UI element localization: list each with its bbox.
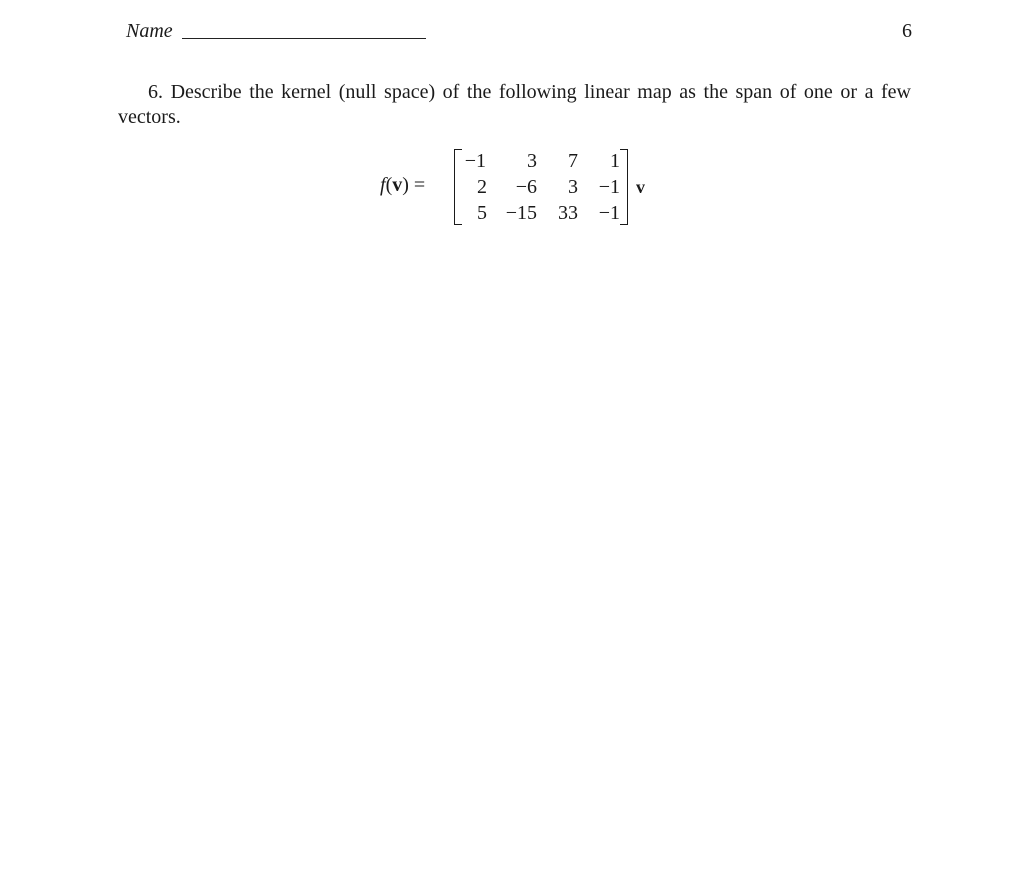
matrix-row: [462, 200, 620, 226]
multiplied-vector-symbol: v: [636, 177, 645, 197]
name-label: Name: [126, 20, 173, 42]
matrix-right-bracket: [620, 149, 628, 225]
page-header: [126, 18, 912, 46]
close-paren-equals: ) =: [402, 174, 426, 196]
matrix-row: [462, 174, 620, 200]
matrix-cell: −15: [505, 202, 537, 224]
name-blank-line: [182, 38, 426, 39]
matrix-cell: 7: [568, 150, 578, 172]
open-paren: (: [385, 174, 393, 196]
matrix-cell: 1: [610, 150, 620, 172]
input-vector-symbol: v: [392, 174, 403, 196]
coefficient-matrix: [462, 148, 620, 226]
matrix-cell: −1: [598, 176, 620, 198]
matrix-cell: 3: [568, 176, 578, 198]
problem-text: Describe the kernel (null space) of the following linear map as the span of one or a few vectors.: [118, 81, 911, 128]
matrix-cell: −1: [464, 150, 486, 172]
matrix-cell: 3: [527, 150, 537, 172]
problem-number: 6.: [148, 81, 163, 103]
matrix-left-bracket: [454, 149, 462, 225]
page-number: 6: [902, 20, 912, 42]
matrix-cell: −1: [598, 202, 620, 224]
function-symbol: f: [380, 174, 386, 196]
equation-lhs: [380, 172, 425, 198]
problem-statement: [118, 80, 911, 130]
matrix-cell: 5: [477, 202, 487, 224]
matrix-cell: −6: [515, 176, 537, 198]
matrix-row: [462, 148, 620, 174]
matrix-cell: 33: [558, 202, 578, 224]
matrix-cell: 2: [477, 176, 487, 198]
